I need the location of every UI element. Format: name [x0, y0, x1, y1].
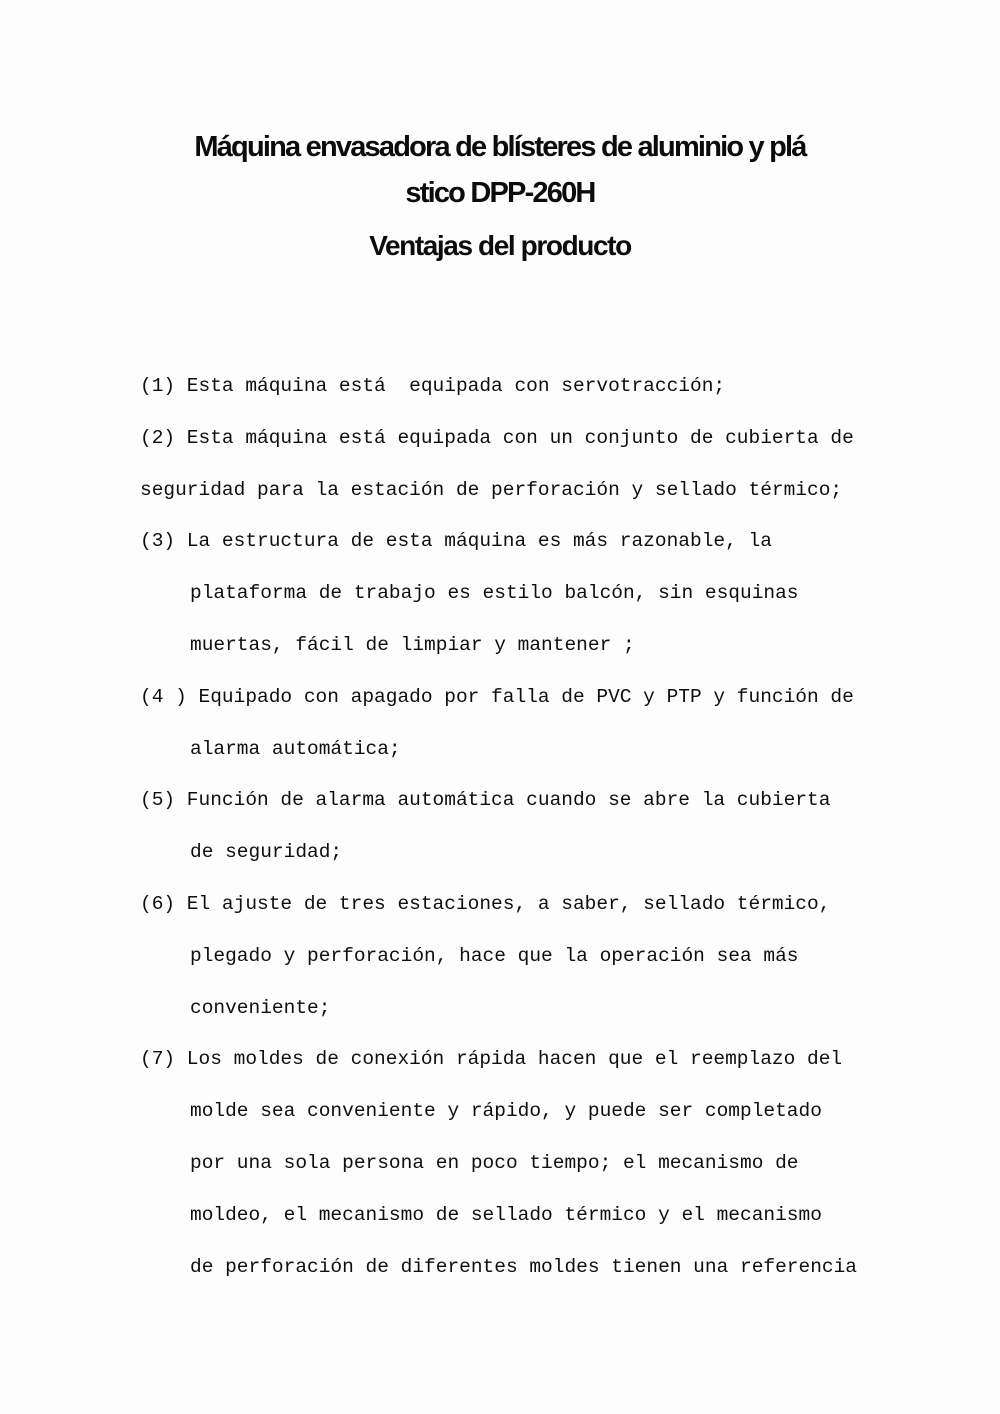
advantage-item-1-line: (1) Esta máquina está equipada con servotracción; [140, 375, 726, 397]
document-title [0, 124, 1000, 216]
advantage-item-6-line: (6) El ajuste de tres estaciones, a saber, sellado térmico, [140, 892, 831, 915]
advantage-item-2-line: (2) Esta máquina está equipada con un conjunto de cubierta de [140, 426, 854, 449]
advantage-item-5-line: de seguridad; [190, 841, 343, 864]
document-subtitle: Ventajas del producto [369, 230, 631, 261]
advantage-item-7-line: por una sola persona en poco tiempo; el mecanismo de [190, 1151, 799, 1174]
advantage-item-2-line: seguridad para la estación de perforación y sellado térmico; [140, 478, 843, 501]
advantage-item-7-line: moldeo, el mecanismo de sellado térmico y el mecanismo [190, 1203, 822, 1226]
advantage-item-7-line: (7) Los moldes de conexión rápida hacen que el reemplazo del [140, 1048, 843, 1071]
document-title-line1: Máquina envasadora de blísteres de aluminio y plá [194, 131, 806, 163]
advantage-item-3-line: (3) La estructura de esta máquina es más razonable, la [140, 530, 772, 553]
advantage-item-6-line: conveniente; [190, 996, 331, 1019]
document-title-line2: stico DPP-260H [405, 177, 595, 209]
advantage-item-6-line: plegado y perforación, hace que la operación sea más [190, 944, 799, 967]
advantage-item-7-line: de perforación de diferentes moldes tienen una referencia [190, 1255, 858, 1278]
advantage-item-3-line: plataforma de trabajo es estilo balcón, sin esquinas [190, 582, 799, 605]
advantage-item-4-line: (4 ) Equipado con apagado por falla de PVC y PTP y función de [140, 685, 854, 708]
advantages-list [140, 361, 880, 1293]
advantage-item-7-line: molde sea conveniente y rápido, y puede ser completado [190, 1100, 822, 1123]
advantage-item-3-line: muertas, fácil de limpiar y mantener ; [190, 633, 635, 656]
advantage-item-5-line: (5) Función de alarma automática cuando se abre la cubierta [140, 789, 831, 812]
advantage-item-4-line: alarma automática; [190, 737, 401, 760]
